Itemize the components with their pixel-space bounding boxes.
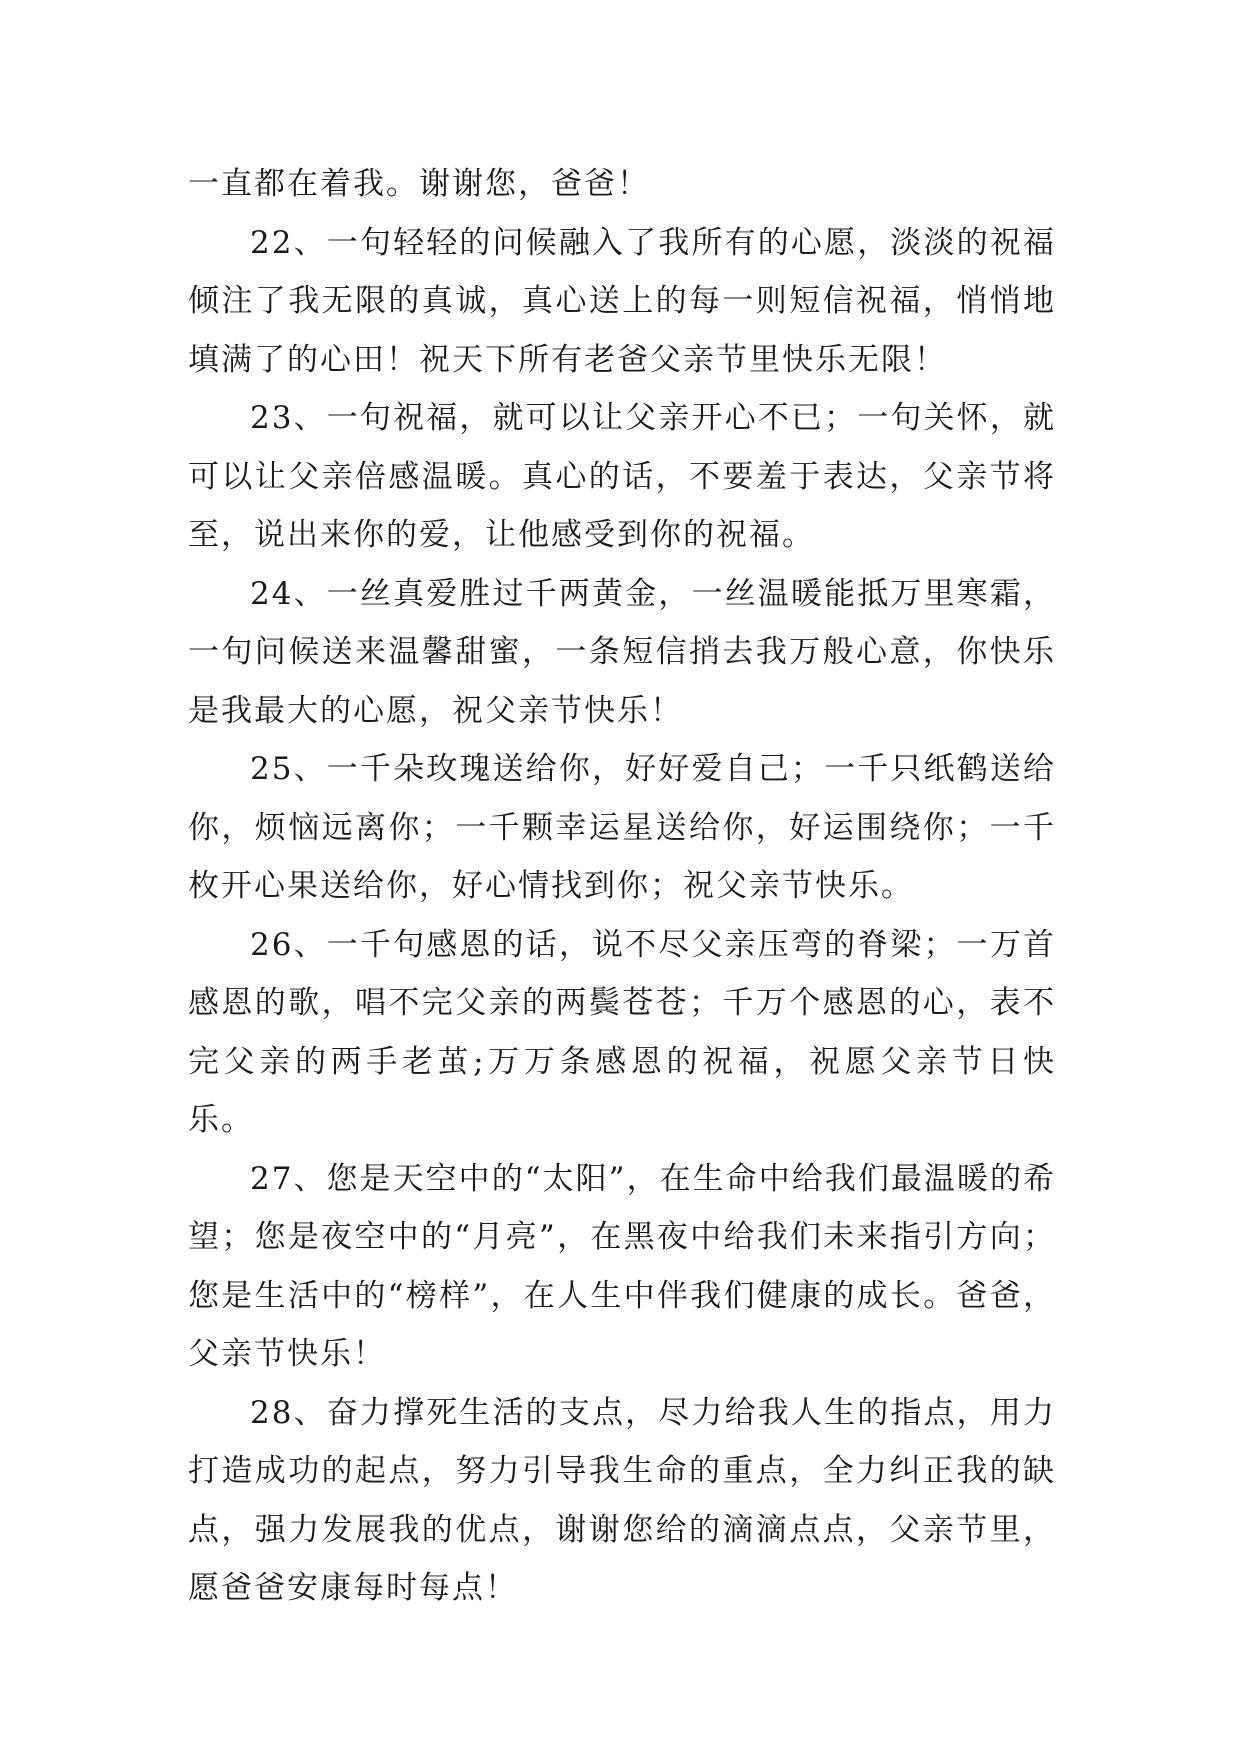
paragraph-continuation: 一直都在着我。谢谢您，爸爸！ — [188, 166, 650, 202]
document-body — [188, 155, 1056, 1618]
paragraph-27: 27、您是天空中的“太阳”，在生命中给我们最温暖的希望；您是夜空中的“月亮”，在黑夜中给我们未来指引方向；您是生活中的“榜样”，在人生中伴我们健康的成长。爸爸，父亲节快乐！ — [188, 1160, 1056, 1372]
paragraph-24: 24、一丝真爱胜过千两黄金，一丝温暖能抵万里寒霜，一句问候送来温馨甜蜜，一条短信捎去我万般心意，你快乐是我最大的心愿，祝父亲节快乐！ — [188, 575, 1056, 729]
paragraph-22: 22、一句轻轻的问候融入了我所有的心愿，淡淡的祝福倾注了我无限的真诚，真心送上的每一则短信祝福，悄悄地填满了的心田！祝天下所有老爸父亲节里快乐无限！ — [188, 224, 1056, 378]
paragraph-23: 23、一句祝福，就可以让父亲开心不已；一句关怀，就可以让父亲倍感温暖。真心的话，不要羞于表达，父亲节将至，说出来你的爱，让他感受到你的祝福。 — [188, 400, 1056, 553]
paragraph-25: 25、一千朵玫瑰送给你，好好爱自己；一千只纸鹤送给你，烦恼远离你；一千颗幸运星送给你，好运围绕你；一千枚开心果送给你，好心情找到你；祝父亲节快乐。 — [188, 751, 1056, 904]
paragraph-26: 26、一千句感恩的话，说不尽父亲压弯的脊梁；一万首感恩的歌，唱不完父亲的两鬓苍苍；千万个感恩的心，表不完父亲的两手老茧;万万条感恩的祝福，祝愿父亲节日快乐。 — [188, 926, 1056, 1138]
paragraph-28: 28、奋力撑死生活的支点，尽力给我人生的指点，用力打造成功的起点，努力引导我生命的重点，全力纠正我的缺点，强力发展我的优点，谢谢您给的滴滴点点，父亲节里，愿爸爸安康每时每点！ — [188, 1394, 1056, 1606]
